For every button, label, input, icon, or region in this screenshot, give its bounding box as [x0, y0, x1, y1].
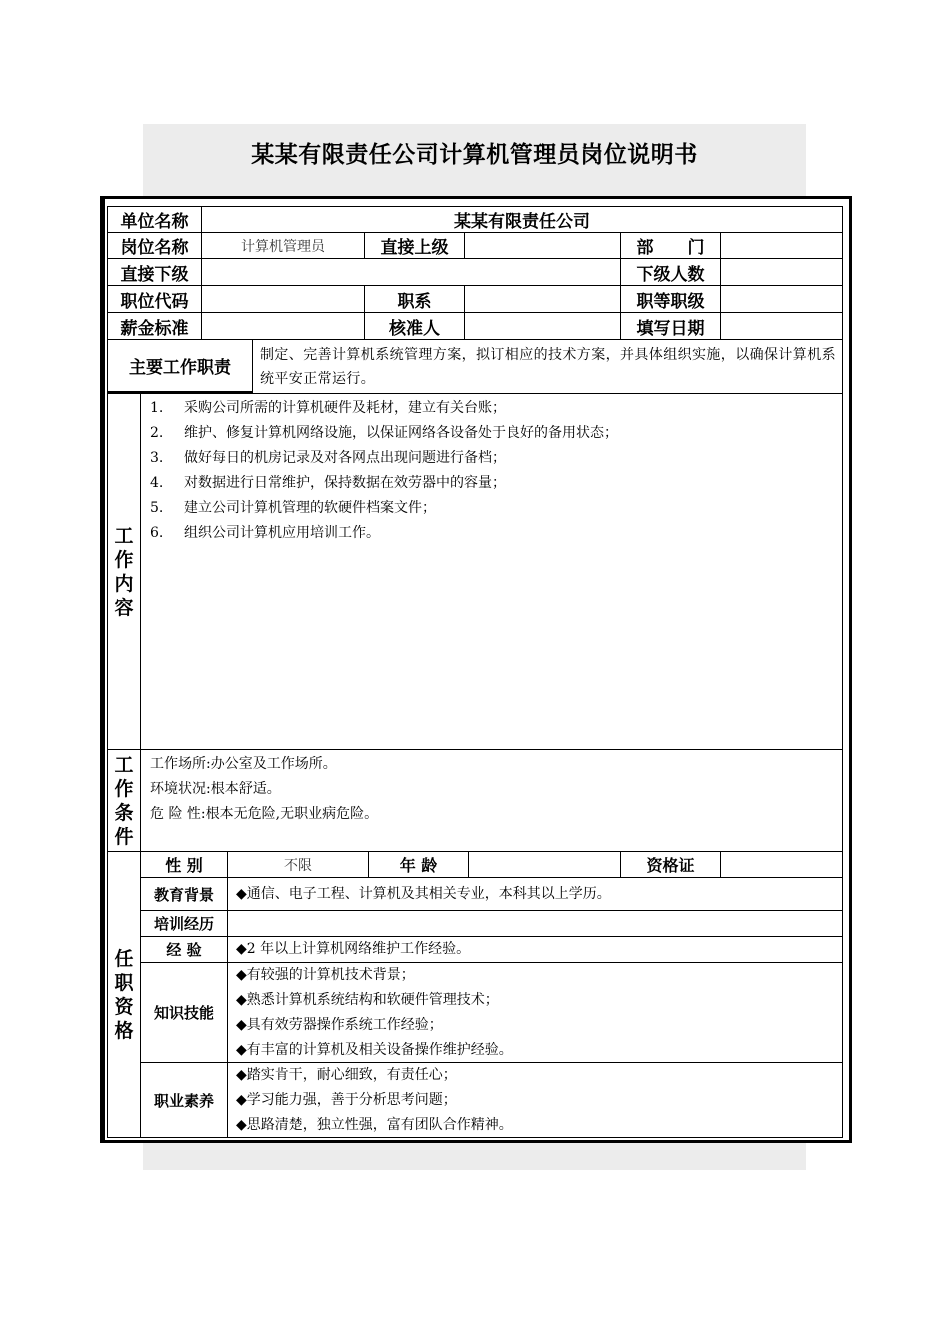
age-label: 年 龄: [368, 851, 469, 878]
list-item: 1. 采购公司所需的计算机硬件及耗材，建立有关台账；: [150, 400, 506, 416]
series-label: 职系: [364, 285, 465, 313]
work-content-label-text: 工作内容: [114, 524, 134, 619]
skills-label: 知识技能: [140, 962, 228, 1063]
quality-label: 职业素养: [140, 1062, 228, 1138]
work-content-list: [150, 396, 618, 546]
quality-cell: [227, 1062, 843, 1138]
subordinate-value: [201, 258, 621, 286]
training-value: [227, 910, 843, 937]
condition-line: 危 险 性:根本无危险,无职业病危险。: [150, 806, 379, 822]
edu-value: ◆通信、电子工程、计算机及其相关专业，本科其以上学历。: [227, 877, 843, 911]
list-item: 4. 对数据进行日常维护，保持数据在效劳器中的容量；: [150, 475, 506, 491]
skills-cell: [227, 962, 843, 1063]
skill-item: ◆具有效劳器操作系统工作经验；: [236, 1017, 443, 1033]
training-label: 培训经历: [140, 910, 228, 937]
work-content-label: [107, 393, 141, 750]
quality-item: ◆思路清楚，独立性强，富有团队合作精神。: [236, 1117, 513, 1133]
grade-value: [720, 285, 843, 313]
condition-line: 工作场所:办公室及工作场所。: [150, 756, 337, 772]
post-label: 岗位名称: [107, 232, 202, 259]
approver-label: 核准人: [364, 312, 465, 340]
gender-label: 性 别: [140, 851, 228, 878]
unit-value: 某某有限责任公司: [201, 206, 843, 233]
salary-value: [201, 312, 365, 340]
conditions-label-text: 工作条件: [114, 753, 134, 848]
sub-count-label: 下级人数: [620, 258, 721, 286]
gender-value: 不限: [227, 851, 369, 878]
cert-label: 资格证: [620, 851, 721, 878]
approver-value: [464, 312, 621, 340]
date-label: 填写日期: [620, 312, 721, 340]
list-item: 3. 做好每日的机房记录及对各网点出现问题进行备档；: [150, 450, 506, 466]
work-content-cell: [140, 393, 843, 750]
series-value: [464, 285, 621, 313]
salary-label: 薪金标准: [107, 312, 202, 340]
dept-label: 部 门: [620, 232, 721, 259]
sub-count-value: [720, 258, 843, 286]
code-label: 职位代码: [107, 285, 202, 313]
quality-item: ◆踏实肯干，耐心细致，有责任心；: [236, 1067, 457, 1083]
skill-item: ◆熟悉计算机系统结构和软硬件管理技术；: [236, 992, 499, 1008]
post-value: 计算机管理员: [201, 232, 365, 259]
qualifications-label: [107, 851, 141, 1138]
age-value: [468, 851, 621, 878]
superior-label: 直接上级: [364, 232, 465, 259]
edu-label: 教育背景: [140, 877, 228, 911]
conditions-label: [107, 749, 141, 852]
list-item: 2. 维护、修复计算机网络设施，以保证网络各设备处于良好的备用状态；: [150, 425, 618, 441]
conditions-cell: [140, 749, 843, 852]
list-item: 5. 建立公司计算机管理的软硬件档案文件；: [150, 500, 436, 516]
superior-value: [464, 232, 621, 259]
page-title: 某某有限责任公司计算机管理员岗位说明书: [251, 142, 698, 168]
skill-item: ◆有丰富的计算机及相关设备操作维护经验。: [236, 1042, 513, 1058]
dept-value: [720, 232, 843, 259]
list-item: 6. 组织公司计算机应用培训工作。: [150, 525, 380, 541]
condition-line: 环境状况:根本舒适。: [150, 781, 281, 797]
exp-label: 经 验: [140, 936, 228, 963]
skill-item: ◆有较强的计算机技术背景；: [236, 967, 415, 983]
date-value: [720, 312, 843, 340]
duties-text: 制定、完善计算机系统管理方案，拟订相应的技术方案，并具体组织实施，以确保计算机系统平安正常运行。: [252, 339, 843, 394]
grade-label: 职等职级: [620, 285, 721, 313]
unit-label: 单位名称: [107, 206, 202, 233]
footer-band: [143, 1140, 806, 1170]
subordinate-label: 直接下级: [107, 258, 202, 286]
duties-label: 主要工作职责: [107, 339, 253, 394]
quality-item: ◆学习能力强，善于分析思考问题；: [236, 1092, 457, 1108]
code-value: [201, 285, 365, 313]
exp-value: ◆2 年以上计算机网络维护工作经验。: [227, 936, 843, 963]
cert-value: [720, 851, 843, 878]
qualifications-label-text: 任职资格: [114, 947, 134, 1042]
